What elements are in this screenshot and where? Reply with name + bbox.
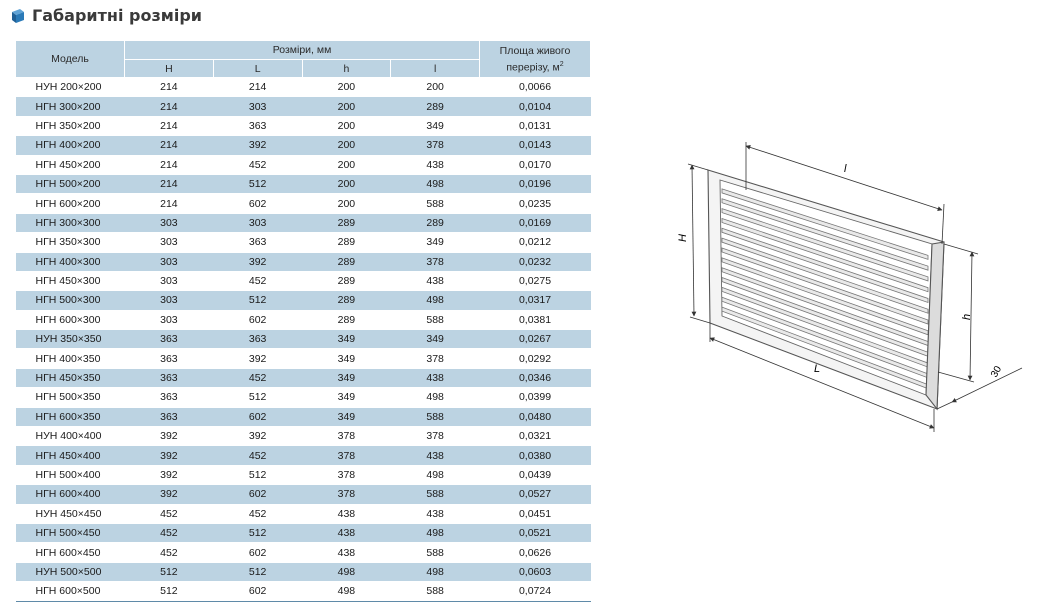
cell-h-small: 289 — [302, 233, 391, 252]
cell-l: 363 — [213, 116, 302, 135]
dimension-label-l: l — [844, 163, 847, 175]
table-row — [16, 330, 591, 349]
cell-area: 0,0399 — [480, 388, 591, 407]
cell-l: 602 — [213, 543, 302, 562]
cell-h-small: 289 — [302, 252, 391, 271]
cell-area: 0,0292 — [480, 349, 591, 368]
cell-l: 452 — [213, 368, 302, 387]
cell-area: 0,0235 — [480, 194, 591, 213]
cell-l: 452 — [213, 271, 302, 290]
col-header-H: H — [125, 60, 214, 78]
dimension-H — [688, 164, 710, 323]
cell-model: НГН 500×200 — [16, 174, 125, 193]
table-row — [16, 194, 591, 213]
cell-h: 452 — [125, 504, 214, 523]
table-row — [16, 427, 591, 446]
cell-h-small: 438 — [302, 543, 391, 562]
cell-h: 392 — [125, 485, 214, 504]
cell-l: 602 — [213, 485, 302, 504]
cell-l-small: 588 — [391, 582, 480, 601]
table-row — [16, 349, 591, 368]
cell-h: 303 — [125, 271, 214, 290]
cell-h: 392 — [125, 465, 214, 484]
cell-h: 214 — [125, 194, 214, 213]
dimension-label-L: L — [814, 363, 821, 375]
area-column-header — [480, 41, 591, 78]
area-header-line1: Площа живого — [499, 44, 571, 57]
cell-h: 303 — [125, 233, 214, 252]
cell-l-small: 289 — [391, 97, 480, 116]
cell-l-small: 588 — [391, 194, 480, 213]
table-row — [16, 252, 591, 271]
cell-l-small: 588 — [391, 310, 480, 329]
cell-area: 0,0169 — [480, 213, 591, 232]
cell-h-small: 349 — [302, 330, 391, 349]
cell-l: 452 — [213, 446, 302, 465]
cell-h: 363 — [125, 388, 214, 407]
cell-l-small: 498 — [391, 174, 480, 193]
cell-l-small: 438 — [391, 155, 480, 174]
cell-area: 0,0380 — [480, 446, 591, 465]
col-header-h: h — [302, 60, 391, 78]
cell-l: 602 — [213, 194, 302, 213]
cell-h-small: 378 — [302, 446, 391, 465]
cell-h-small: 200 — [302, 116, 391, 135]
table-row — [16, 97, 591, 116]
cell-h-small: 289 — [302, 291, 391, 310]
dimensions-table — [15, 40, 591, 602]
cell-l: 452 — [213, 155, 302, 174]
cell-l: 214 — [213, 78, 302, 97]
table-row — [16, 368, 591, 387]
cell-l: 452 — [213, 504, 302, 523]
cell-h: 214 — [125, 155, 214, 174]
cell-l-small: 498 — [391, 523, 480, 542]
cell-model: НУН 450×450 — [16, 504, 125, 523]
cell-l: 512 — [213, 562, 302, 581]
cell-model: НГН 500×450 — [16, 523, 125, 542]
cell-h-small: 438 — [302, 504, 391, 523]
dimension-depth — [937, 368, 1022, 409]
cell-l-small: 588 — [391, 485, 480, 504]
cell-h: 214 — [125, 78, 214, 97]
cell-l-small: 289 — [391, 213, 480, 232]
cell-area: 0,0317 — [480, 291, 591, 310]
cell-h-small: 200 — [302, 97, 391, 116]
cell-l-small: 438 — [391, 504, 480, 523]
cell-area: 0,0321 — [480, 427, 591, 446]
cell-h: 452 — [125, 543, 214, 562]
cell-h-small: 349 — [302, 349, 391, 368]
cube-bullet-icon — [12, 9, 24, 23]
cell-l-small: 588 — [391, 407, 480, 426]
table-row — [16, 174, 591, 193]
cell-h-small: 438 — [302, 523, 391, 542]
table-row — [16, 78, 591, 97]
cell-l-small: 378 — [391, 349, 480, 368]
cell-area: 0,0143 — [480, 136, 591, 155]
cell-area: 0,0170 — [480, 155, 591, 174]
cell-model: НГН 400×300 — [16, 252, 125, 271]
table-row — [16, 543, 591, 562]
cell-h: 363 — [125, 407, 214, 426]
cell-h-small: 200 — [302, 155, 391, 174]
cell-area: 0,0724 — [480, 582, 591, 601]
dimension-label-H: H — [677, 234, 689, 242]
table-row — [16, 388, 591, 407]
cell-model: НУН 200×200 — [16, 78, 125, 97]
cell-l: 303 — [213, 213, 302, 232]
table-row — [16, 271, 591, 290]
cell-area: 0,0521 — [480, 523, 591, 542]
table-row — [16, 582, 591, 601]
cell-area: 0,0480 — [480, 407, 591, 426]
cell-h: 512 — [125, 582, 214, 601]
cell-model: НГН 400×350 — [16, 349, 125, 368]
cell-l: 392 — [213, 136, 302, 155]
cell-h: 363 — [125, 368, 214, 387]
cell-h: 392 — [125, 446, 214, 465]
dimension-label-h: h — [961, 313, 973, 320]
cell-model: НГН 600×450 — [16, 543, 125, 562]
cell-model: НГН 350×200 — [16, 116, 125, 135]
cell-area: 0,0381 — [480, 310, 591, 329]
table-row — [16, 310, 591, 329]
cell-area: 0,0131 — [480, 116, 591, 135]
table-body — [16, 78, 591, 602]
table-row — [16, 155, 591, 174]
cell-h-small: 349 — [302, 388, 391, 407]
cell-model: НГН 350×300 — [16, 233, 125, 252]
cell-l: 512 — [213, 174, 302, 193]
table-row — [16, 446, 591, 465]
cell-model: НГН 500×300 — [16, 291, 125, 310]
cell-area: 0,0232 — [480, 252, 591, 271]
cell-h-small: 200 — [302, 78, 391, 97]
cell-area: 0,0439 — [480, 465, 591, 484]
cell-h-small: 378 — [302, 485, 391, 504]
col-header-l: l — [391, 60, 480, 78]
cell-l-small: 498 — [391, 465, 480, 484]
cell-l: 392 — [213, 427, 302, 446]
cell-model: НГН 400×200 — [16, 136, 125, 155]
cell-model: НУН 350×350 — [16, 330, 125, 349]
cell-model: НГН 450×300 — [16, 271, 125, 290]
section-title: Габаритні розміри — [32, 6, 202, 25]
table-row — [16, 233, 591, 252]
cell-l-small: 438 — [391, 368, 480, 387]
cell-l-small: 378 — [391, 252, 480, 271]
area-header-line2: перерізу, м — [506, 61, 560, 74]
table-row — [16, 504, 591, 523]
cell-l-small: 378 — [391, 427, 480, 446]
table-row — [16, 485, 591, 504]
table-row — [16, 116, 591, 135]
cell-l: 602 — [213, 582, 302, 601]
cell-l-small: 438 — [391, 271, 480, 290]
table-row — [16, 136, 591, 155]
cell-l-small: 200 — [391, 78, 480, 97]
cell-area: 0,0346 — [480, 368, 591, 387]
cell-h: 512 — [125, 562, 214, 581]
cell-h-small: 289 — [302, 310, 391, 329]
cell-area: 0,0603 — [480, 562, 591, 581]
cell-l: 602 — [213, 310, 302, 329]
cell-h: 303 — [125, 252, 214, 271]
cell-l-small: 349 — [391, 330, 480, 349]
cell-model: НГН 500×400 — [16, 465, 125, 484]
cell-model: НУН 500×500 — [16, 562, 125, 581]
cell-model: НГН 300×200 — [16, 97, 125, 116]
cell-l-small: 378 — [391, 136, 480, 155]
cell-l-small: 498 — [391, 562, 480, 581]
cell-model: НГН 450×200 — [16, 155, 125, 174]
cell-model: НГН 600×200 — [16, 194, 125, 213]
cell-h: 363 — [125, 330, 214, 349]
cell-l: 303 — [213, 97, 302, 116]
cell-model: НГН 500×350 — [16, 388, 125, 407]
table-row — [16, 291, 591, 310]
cell-h: 214 — [125, 174, 214, 193]
cell-h-small: 378 — [302, 465, 391, 484]
cell-l: 512 — [213, 465, 302, 484]
dimension-h — [938, 244, 978, 382]
grille-dimension-drawing — [672, 132, 1032, 452]
cell-l: 392 — [213, 349, 302, 368]
cell-h-small: 200 — [302, 194, 391, 213]
cell-model: НГН 450×350 — [16, 368, 125, 387]
cell-l: 512 — [213, 388, 302, 407]
cell-h-small: 289 — [302, 271, 391, 290]
cell-model: НГН 300×300 — [16, 213, 125, 232]
cell-model: НГН 600×350 — [16, 407, 125, 426]
cell-model: НГН 600×500 — [16, 582, 125, 601]
cell-h-small: 498 — [302, 562, 391, 581]
cell-l: 363 — [213, 233, 302, 252]
cell-area: 0,0066 — [480, 78, 591, 97]
cell-l-small: 498 — [391, 291, 480, 310]
cell-h: 452 — [125, 523, 214, 542]
cell-h-small: 378 — [302, 427, 391, 446]
cell-area: 0,0626 — [480, 543, 591, 562]
table-row — [16, 465, 591, 484]
cell-h-small: 498 — [302, 582, 391, 601]
cell-h-small: 349 — [302, 407, 391, 426]
col-header-L: L — [213, 60, 302, 78]
cell-area: 0,0104 — [480, 97, 591, 116]
cell-h-small: 200 — [302, 174, 391, 193]
cell-l: 363 — [213, 330, 302, 349]
cell-l: 512 — [213, 291, 302, 310]
table-row — [16, 562, 591, 581]
cell-h: 303 — [125, 291, 214, 310]
cell-l-small: 498 — [391, 388, 480, 407]
cell-area: 0,0451 — [480, 504, 591, 523]
model-column-header: Модель — [16, 41, 125, 78]
cell-l-small: 349 — [391, 233, 480, 252]
cell-area: 0,0527 — [480, 485, 591, 504]
cell-h: 214 — [125, 136, 214, 155]
section-header — [12, 6, 202, 25]
cell-h-small: 349 — [302, 368, 391, 387]
cell-h: 303 — [125, 213, 214, 232]
cell-l-small: 588 — [391, 543, 480, 562]
dimensions-group-header: Розміри, мм — [125, 41, 480, 60]
cell-h: 392 — [125, 427, 214, 446]
cell-area: 0,0196 — [480, 174, 591, 193]
dimension-label-depth: 30 — [989, 364, 1005, 380]
cell-l: 602 — [213, 407, 302, 426]
area-header-sup: 2 — [559, 60, 564, 68]
cell-model: НГН 450×400 — [16, 446, 125, 465]
cell-h-small: 289 — [302, 213, 391, 232]
cell-h-small: 200 — [302, 136, 391, 155]
table-row — [16, 407, 591, 426]
cell-model: НГН 600×300 — [16, 310, 125, 329]
cell-l-small: 438 — [391, 446, 480, 465]
cell-area: 0,0275 — [480, 271, 591, 290]
cell-area: 0,0212 — [480, 233, 591, 252]
cell-model: НУН 400×400 — [16, 427, 125, 446]
cell-l: 392 — [213, 252, 302, 271]
cell-l: 512 — [213, 523, 302, 542]
cell-area: 0,0267 — [480, 330, 591, 349]
cell-h: 214 — [125, 116, 214, 135]
cell-l-small: 349 — [391, 116, 480, 135]
cell-h: 363 — [125, 349, 214, 368]
table-row — [16, 213, 591, 232]
cell-h: 214 — [125, 97, 214, 116]
cell-h: 303 — [125, 310, 214, 329]
table-row — [16, 523, 591, 542]
cell-model: НГН 600×400 — [16, 485, 125, 504]
